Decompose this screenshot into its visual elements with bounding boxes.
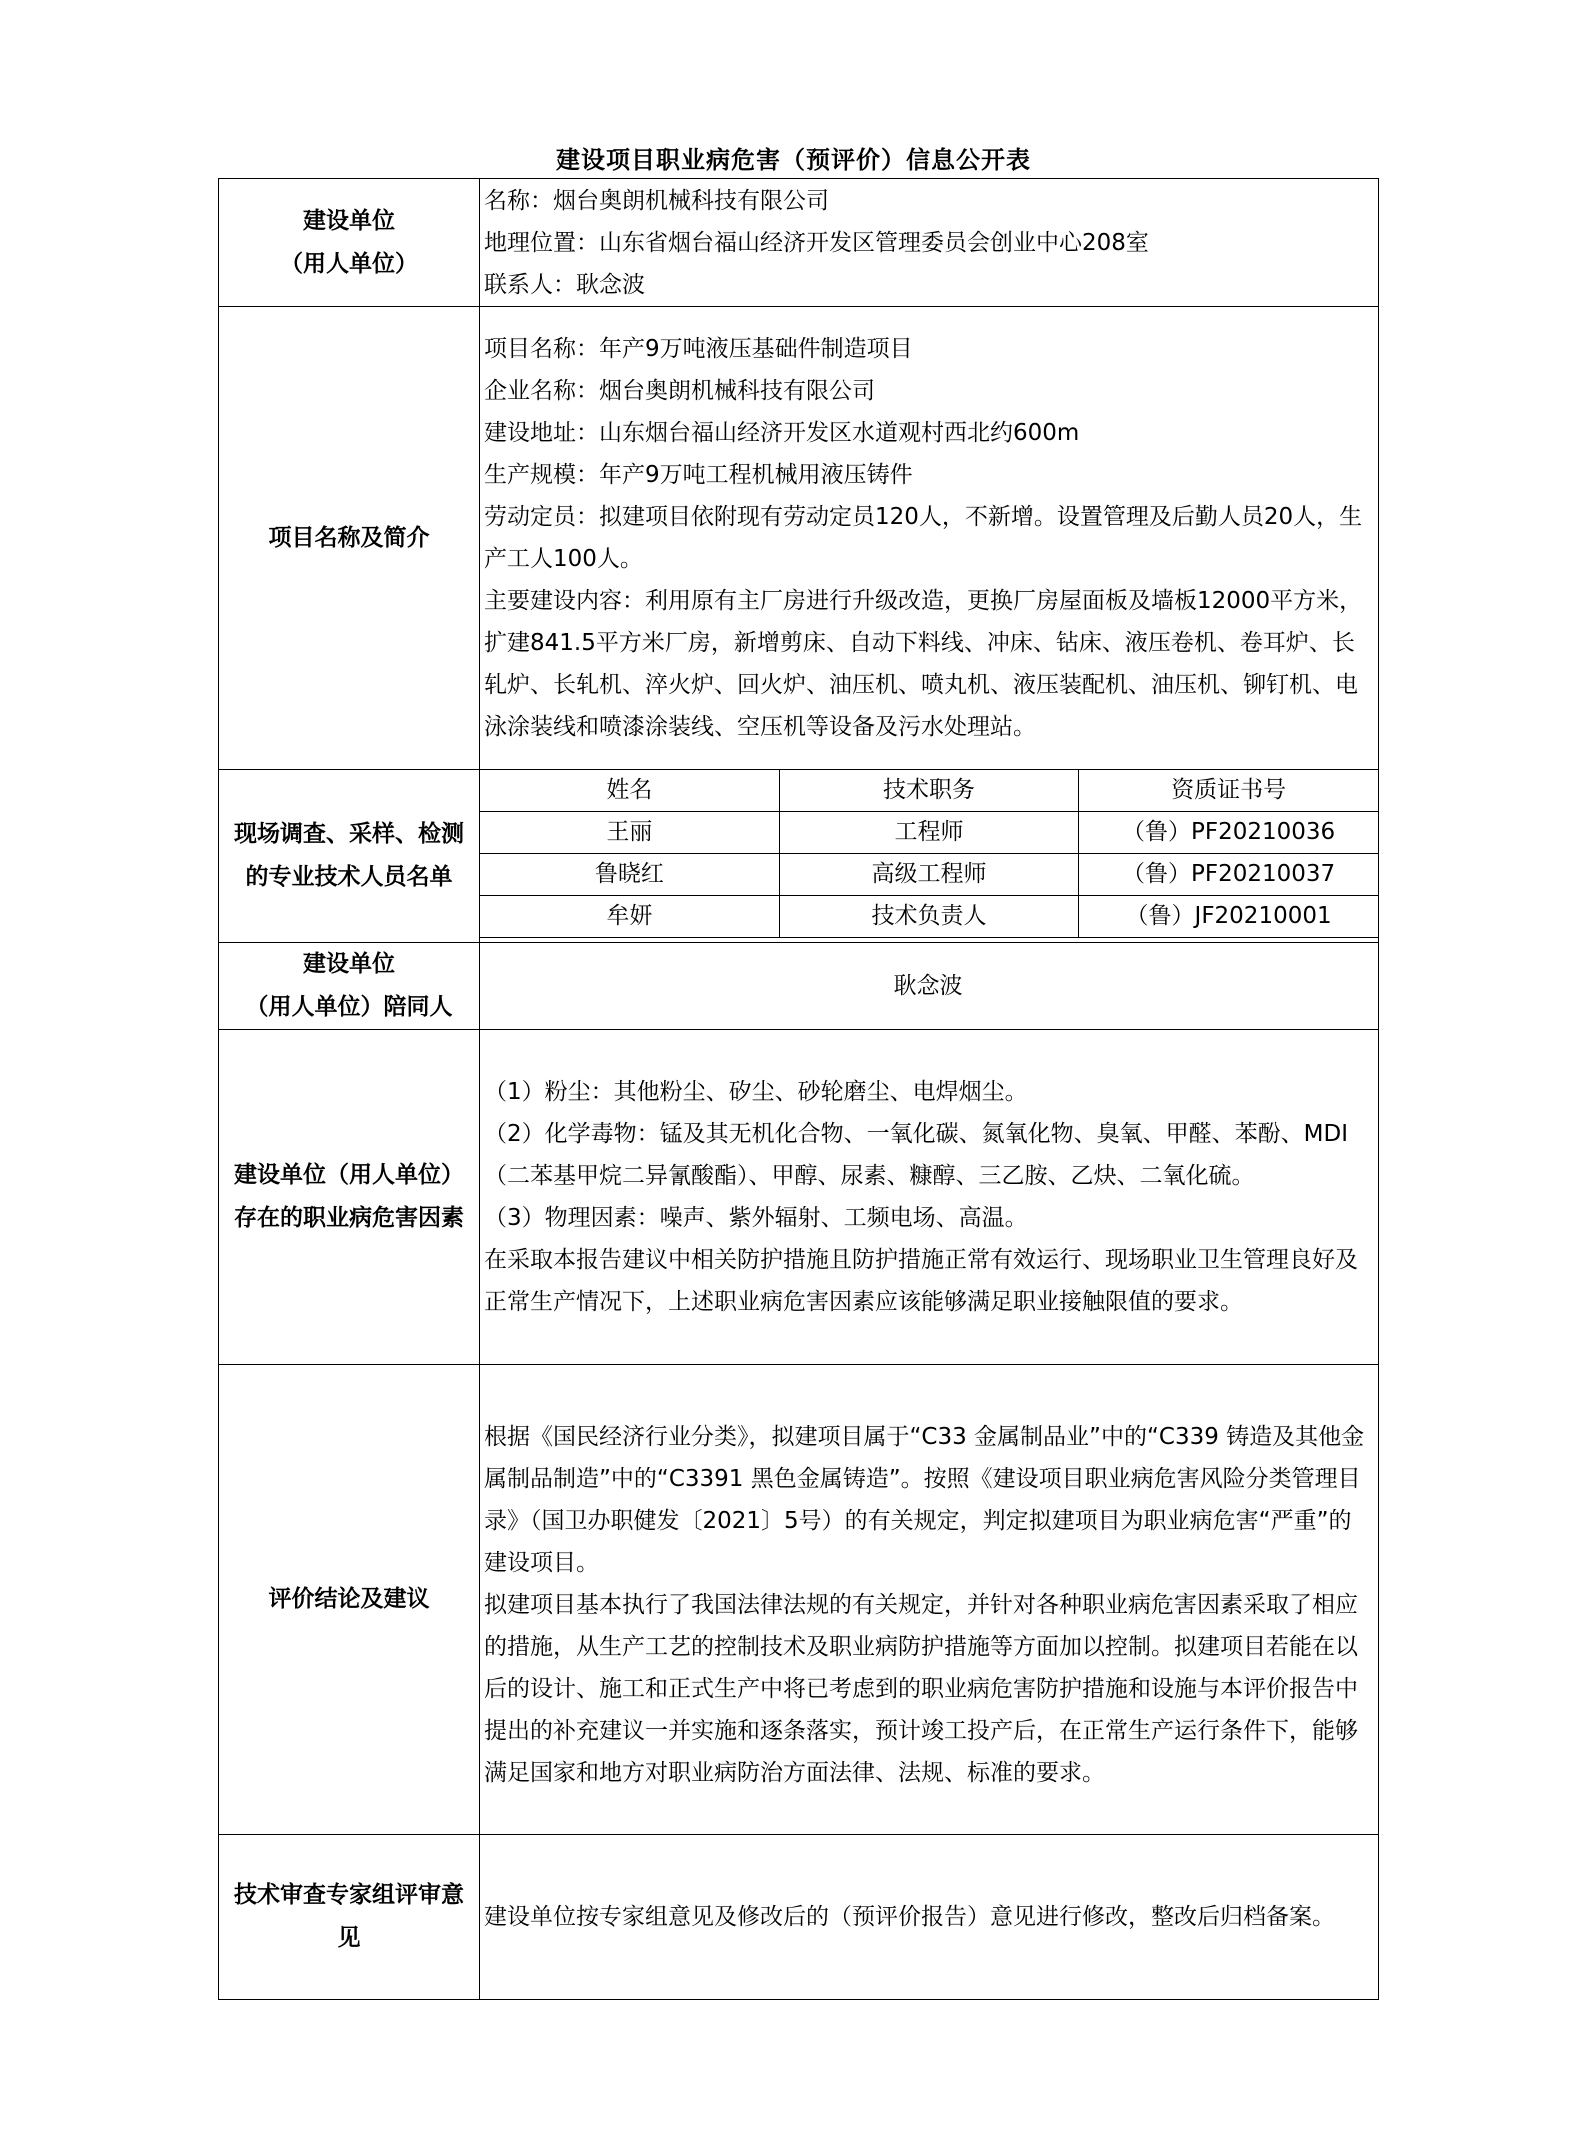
conclusion-row [219,1365,1379,1835]
info-table [218,178,1379,2000]
review-label: 技术审查专家组评审意见 [219,1835,480,2000]
unit-label-line2: （用人单位） [280,250,418,277]
hazard-line: （2）化学毒物：锰及其无机化合物、一氧化碳、氮氧化物、臭氧、甲醛、苯酚、MDI（二苯基甲烷二异氰酸酯）、甲醇、尿素、糠醇、三乙胺、乙炔、二氧化硫。 [484,1121,1348,1189]
staff-title: 高级工程师 [779,854,1078,896]
staff-data-row [480,854,1378,896]
review-row [219,1835,1379,2000]
conclusion-content [480,1365,1379,1835]
project-line: 企业名称：烟台奥朗机械科技有限公司 [484,378,875,404]
staff-cert: （鲁）PF20210037 [1079,854,1378,896]
unit-label [219,179,480,307]
companion-label-line2: （用人单位）陪同人 [245,994,453,1020]
project-row [219,307,1379,770]
staff-table [480,770,1378,938]
unit-name: 名称：烟台奥朗机械科技有限公司 [484,187,829,214]
staff-label: 现场调查、采样、检测的专业技术人员名单 [219,770,480,943]
project-content [480,307,1379,770]
staff-name: 牟妍 [480,896,779,938]
companion-row [219,943,1379,1030]
unit-row [219,179,1379,307]
companion-label [219,943,480,1030]
unit-label-line1: 建设单位 [303,207,395,234]
review-content [480,1835,1379,2000]
hazards-row [219,1030,1379,1365]
staff-title: 技术负责人 [779,896,1078,938]
project-line: 生产规模：年产9万吨工程机械用液压铸件 [484,462,913,488]
conclusion-paragraph: 根据《国民经济行业分类》，拟建项目属于“C33 金属制品业”中的“C339 铸造及其他金属制品制造”中的“C3391 黑色金属铸造”。按照《建设项目职业病危害风险分类管理目录》（国卫办职健发〔2021〕5号）的有关规定，判定拟建项目为职业病危害“严重”的建设项目。 [484,1423,1365,1576]
conclusion-paragraph: 拟建项目基本执行了我国法律法规的有关规定，并针对各种职业病危害因素采取了相应的措施，从生产工艺的控制技术及职业病防护措施等方面加以控制。拟建项目若能在以后的设计、施工和正式生产中将已考虑到的职业病危害防护措施和设施与本评价报告中提出的补充建议一并实施和逐条落实，预计竣工投产后，在正常生产运行条件下，能够满足国家和地方对职业病防治方面法律、法规、标准的要求。 [484,1591,1358,1786]
staff-title: 工程师 [779,812,1078,854]
hazard-line: （3）物理因素：噪声、紫外辐射、工频电场、高温。 [484,1205,1028,1231]
staff-row [219,770,1379,943]
project-label: 项目名称及简介 [219,307,480,770]
project-line: 建设地址：山东烟台福山经济开发区水道观村西北约600m [484,420,1080,446]
project-line: 主要建设内容：利用原有主厂房进行升级改造，更换厂房屋面板及墙板12000平方米，扩建841.5平方米厂房，新增剪床、自动下料线、冲床、钻床、液压卷机、卷耳炉、长轧炉、长轧机、淬火炉、回火炉、油压机、喷丸机、液压装配机、油压机、铆钉机、电泳涂装线和喷漆涂装线、空压机等设备及污水处理站。 [484,588,1363,740]
staff-name: 王丽 [480,812,779,854]
staff-header-name: 姓名 [480,770,779,812]
staff-name: 鲁晓红 [480,854,779,896]
hazards-label: 建设单位（用人单位）存在的职业病危害因素 [219,1030,480,1365]
staff-cert: （鲁）JF20210001 [1079,896,1378,938]
document-title: 建设项目职业病危害（预评价）信息公开表 [556,146,1031,174]
project-line: 项目名称：年产9万吨液压基础件制造项目 [484,336,913,362]
companion-label-line1: 建设单位 [303,951,395,977]
unit-content [480,179,1379,307]
hazards-content [480,1030,1379,1365]
staff-table-cell [480,770,1379,943]
staff-header-cert: 资质证书号 [1079,770,1378,812]
review-text: 建设单位按专家组意见及修改后的（预评价报告）意见进行修改，整改后归档备案。 [484,1904,1335,1930]
companion-value: 耿念波 [480,943,1379,1030]
unit-location: 地理位置：山东省烟台福山经济开发区管理委员会创业中心208室 [484,229,1149,256]
staff-data-row [480,896,1378,938]
staff-header-row [480,770,1378,812]
project-line: 劳动定员：拟建项目依附现有劳动定员120人，不新增。设置管理及后勤人员20人，生产工人100人。 [484,504,1363,572]
unit-contact: 联系人：耿念波 [484,271,645,298]
staff-data-row [480,812,1378,854]
staff-cert: （鲁）PF20210036 [1079,812,1378,854]
conclusion-label: 评价结论及建议 [219,1365,480,1835]
staff-header-title: 技术职务 [779,770,1078,812]
hazard-line: （1）粉尘：其他粉尘、矽尘、砂轮磨尘、电焊烟尘。 [484,1079,1028,1105]
hazard-line: 在采取本报告建议中相关防护措施且防护措施正常有效运行、现场职业卫生管理良好及正常生产情况下，上述职业病危害因素应该能够满足职业接触限值的要求。 [484,1247,1358,1315]
